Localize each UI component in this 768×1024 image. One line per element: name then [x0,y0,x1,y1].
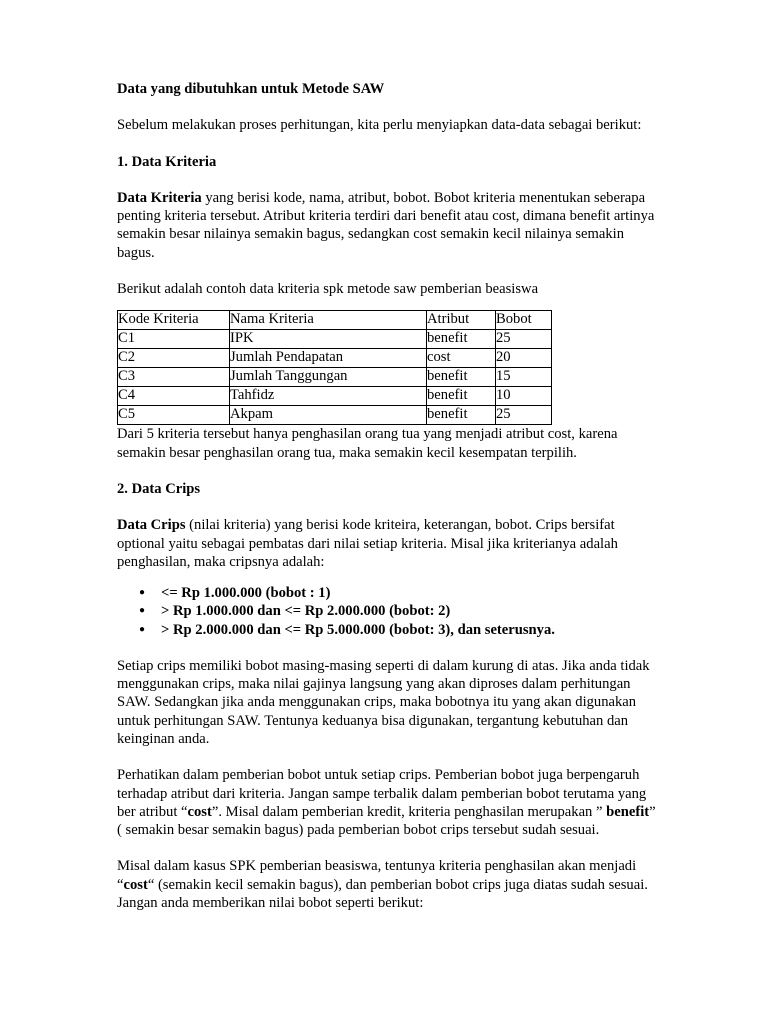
intro-paragraph: Sebelum melakukan proses perhitungan, kita perlu menyiapkan data-data sebagai berikut: [117,117,642,134]
paragraph-text: ” ( semakin besar semakin bagus) pada pemberian bobot crips tersebut sudah sesuai. [117,803,656,839]
section-1-lead: Data Kriteria [117,189,202,206]
emphasis-cost: cost [187,803,212,820]
list-item [117,602,657,620]
table-cell: 10 [496,387,552,406]
table-cell: 25 [496,406,552,425]
bullet-icon: ● [139,605,146,617]
table-row [118,406,552,425]
table-cell: Tahfidz [230,387,427,406]
table-header-cell: Nama Kriteria [230,311,427,330]
paragraph-text: “ (semakin kecil semakin bagus), dan pemberian bobot crips juga diatas sudah sesuai. Jangan anda memberikan nilai bobot seperti berikut: [117,876,648,912]
table-header-cell: Atribut [427,311,496,330]
list-item-text: <= Rp 1.000.000 (bobot : 1) [161,585,331,602]
table-header-cell: Kode Kriteria [118,311,230,330]
table-cell: C3 [118,368,230,387]
table-header-cell: Bobot [496,311,552,330]
table-cell: C4 [118,387,230,406]
table-cell: Akpam [230,406,427,425]
emphasis-cost: cost [123,876,148,893]
document-page [117,80,657,912]
table-row [118,387,552,406]
table-cell: Jumlah Tanggungan [230,368,427,387]
table-cell: IPK [230,330,427,349]
table-cell: Jumlah Pendapatan [230,349,427,368]
section-2-lead: Data Crips [117,517,186,534]
table-cell: cost [427,349,496,368]
section-2-paragraph-4 [117,857,657,912]
table-cell: benefit [427,330,496,349]
document-title: Data yang dibutuhkan untuk Metode SAW [117,81,385,97]
section-1-heading: 1. Data Kriteria [117,153,217,170]
section-1-paragraph-2: Berikut adalah contoh data kriteria spk metode saw pemberian beasiswa [117,281,539,298]
section-1-paragraph-3: Dari 5 kriteria tersebut hanya penghasilan orang tua yang menjadi atribut cost, karena semakin besar penghasilan orang tua, maka semakin kecil kesempatan terpilih. [117,426,618,461]
table-cell: C1 [118,330,230,349]
bullet-icon: ● [139,623,146,635]
table-cell: 20 [496,349,552,368]
section-2-paragraph-2: Setiap crips memiliki bobot masing-masing seperti di dalam kurung di atas. Jika anda tidak menggunakan crips, maka nilai gajinya langsung yang akan diproses dalam perhitungan SAW. Sedangkan jika anda menggunakan crips, maka bobotnya itu yang akan digunakan untuk perhitungan SAW. Tentunya keduanya bisa digunakan, tergantung kebutuhan dan keinginan anda. [117,657,650,747]
criteria-table [117,310,552,425]
table-cell: benefit [427,387,496,406]
crips-list [117,584,657,639]
section-2-paragraph-3 [117,766,657,839]
table-row [118,330,552,349]
table-cell: C5 [118,406,230,425]
section-2-heading: 2. Data Crips [117,480,201,497]
table-cell: benefit [427,368,496,387]
section-1-paragraph-1 [117,189,657,262]
section-2-paragraph-1 [117,516,657,571]
paragraph-text: ”. Misal dalam pemberian kredit, kriteria penghasilan merupakan ” [211,803,607,820]
list-item [117,584,657,602]
table-cell: C2 [118,349,230,368]
paragraph-text: Perhatikan dalam pemberian bobot untuk setiap crips. Pemberian bobot juga berpengaruh terhadap atribut dari kriteria. Jangan sampe terbalik dalam pemberian bobot terutama yang ber atribut “ [117,767,647,820]
table-cell: 15 [496,368,552,387]
table-cell: benefit [427,406,496,425]
table-row [118,349,552,368]
table-row [118,368,552,387]
paragraph-text: Misal dalam kasus SPK pemberian beasiswa, tentunya kriteria penghasilan akan menjadi “ [117,858,637,893]
emphasis-benefit: benefit [606,803,650,820]
table-cell: 25 [496,330,552,349]
section-2-paragraph-1-text: (nilai kriteria) yang berisi kode kriteira, keterangan, bobot. Crips bersifat optional yaitu sebagai pembatas dari nilai setiap kriteria. Misal jika kriterianya adalah penghasilan, maka cripsnya adalah: [117,517,618,570]
bullet-icon: ● [139,587,146,599]
list-item-text: > Rp 2.000.000 dan <= Rp 5.000.000 (bobot: 3), dan seterusnya. [161,621,555,638]
list-item-text: > Rp 1.000.000 dan <= Rp 2.000.000 (bobot: 2) [161,603,451,620]
list-item [117,621,657,639]
table-header-row [118,311,552,330]
section-1-paragraph-1-text: yang berisi kode, nama, atribut, bobot. Bobot kriteria menentukan seberapa penting kriteria tersebut. Atribut kriteria terdiri dari benefit atau cost, dimana benefit artinya semakin besar nilainya semakin bagus, sedangkan cost semakin kecil nilainya semakin bagus. [117,189,655,261]
